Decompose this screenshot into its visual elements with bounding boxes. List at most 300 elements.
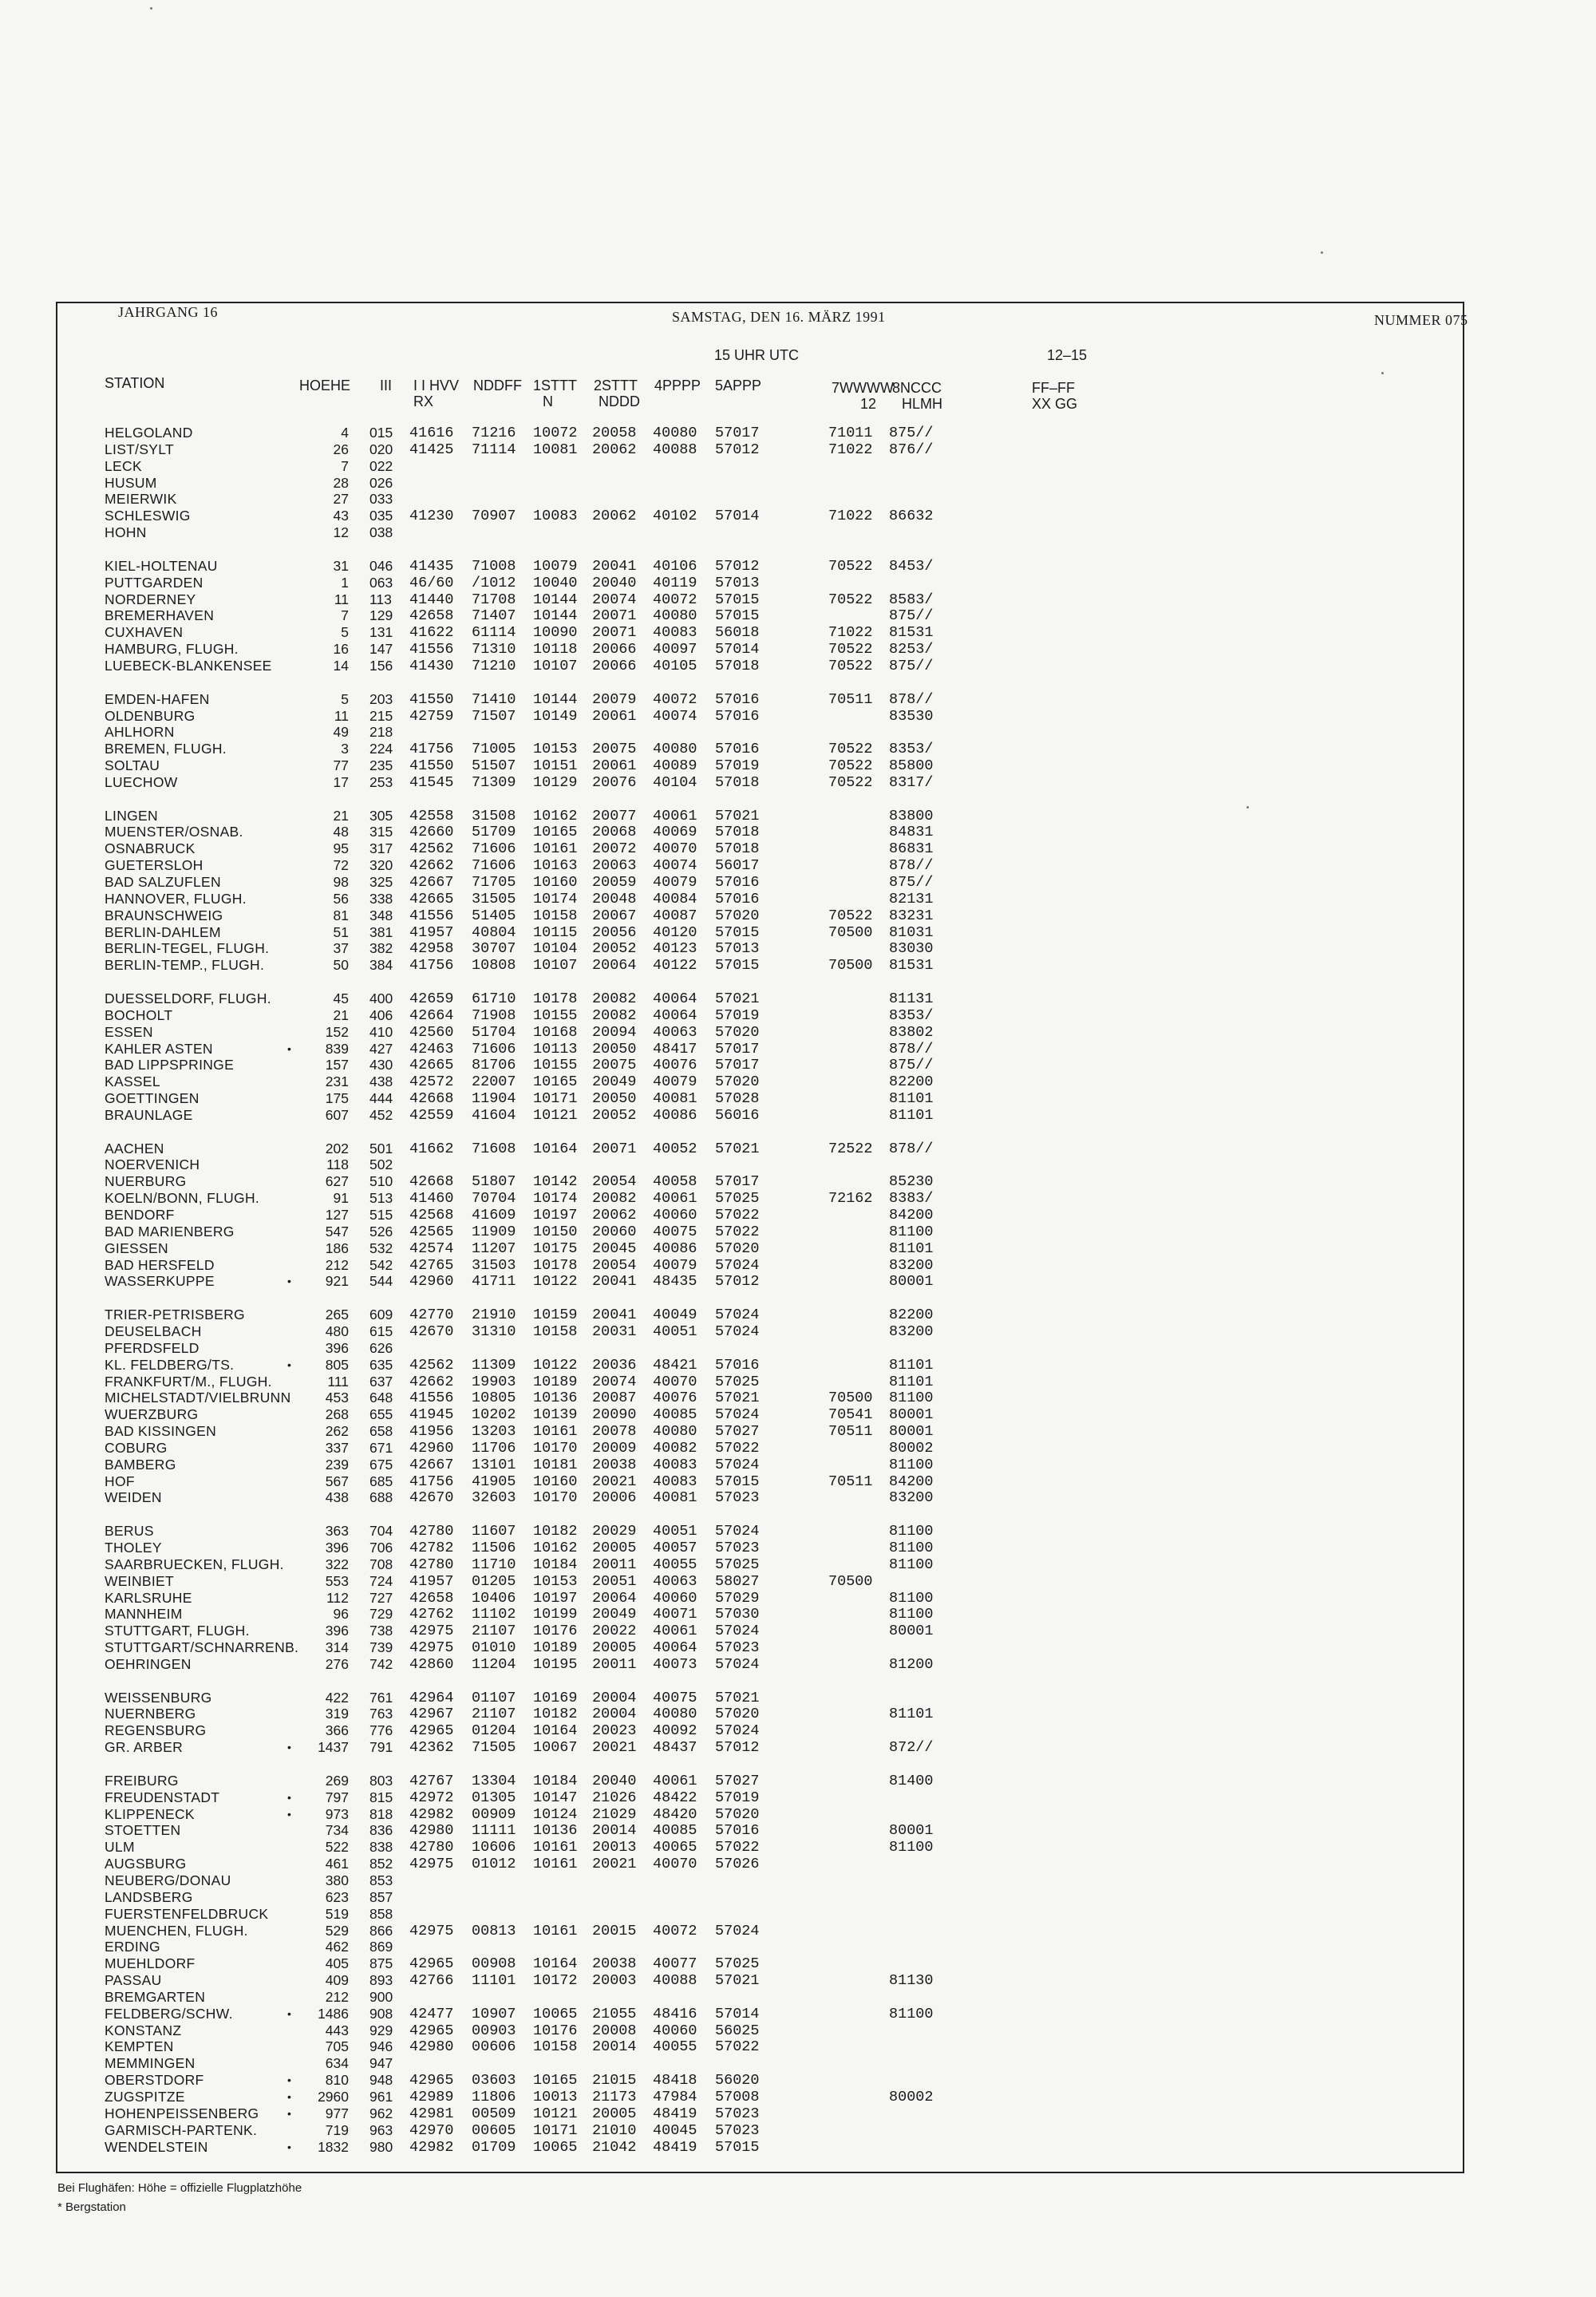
code-g8: 81100 [889, 1556, 934, 1573]
code-g2: 61710 [472, 990, 516, 1007]
code-g6: 56020 [715, 2072, 760, 2089]
station-name: NUERBURG [105, 1173, 187, 1190]
code-g3: 10107 [533, 957, 578, 975]
station-index: 818 [369, 1805, 393, 1822]
code-g5: 40061 [653, 1190, 697, 1208]
station-name: KAHLER ASTEN [105, 1040, 213, 1057]
station-row [0, 1224, 1596, 1240]
code-g1: 41556 [409, 907, 454, 924]
code-g3: 10155 [533, 1057, 578, 1074]
code-g3: 10178 [533, 1256, 578, 1274]
station-height: 462 [325, 1939, 349, 1955]
station-height: 49 [333, 724, 349, 741]
station-name: HOHENPEISSENBERG [105, 2105, 259, 2121]
station-index: 626 [369, 1339, 393, 1356]
code-g8: 878// [889, 690, 934, 708]
code-g2: 03603 [472, 2072, 516, 2089]
code-g7: 70522 [828, 591, 873, 608]
code-g5: 40070 [653, 1373, 697, 1390]
station-height: 276 [325, 1655, 349, 1672]
station-name: MICHELSTADT/VIELBRUNN [105, 1390, 291, 1406]
code-g1: 42958 [409, 940, 454, 958]
code-g8: 81200 [889, 1655, 934, 1673]
code-g8: 8253/ [889, 641, 934, 658]
station-row [0, 1906, 1596, 1923]
station-height: 50 [333, 957, 349, 974]
station-height: 31 [333, 557, 349, 574]
code-g6: 57021 [715, 1972, 760, 1990]
station-index: 235 [369, 757, 393, 773]
station-height: 112 [326, 1589, 349, 1606]
station-row [0, 2072, 1596, 2089]
code-g4: 20078 [592, 1423, 637, 1440]
code-g2: 10907 [472, 2005, 516, 2022]
code-g2: 21107 [472, 1623, 516, 1640]
code-g5: 40080 [653, 1423, 697, 1440]
station-name: HOF [105, 1473, 135, 1489]
station-name: COBURG [105, 1439, 168, 1456]
station-name: HUSUM [105, 474, 157, 491]
code-g3: 10197 [533, 1207, 578, 1224]
station-row [0, 1939, 1596, 1955]
station-height: 607 [325, 1106, 349, 1123]
code-g1: 42362 [409, 1739, 454, 1757]
station-index: 320 [369, 857, 393, 874]
station-name: BREMEN, FLUGH. [105, 741, 227, 757]
code-g7: 70522 [828, 557, 873, 575]
code-g1: 42766 [409, 1972, 454, 1990]
station-name: OSNABRUCK [105, 840, 196, 857]
code-g5: 40055 [653, 2038, 697, 2056]
code-g3: 10176 [533, 2022, 578, 2039]
code-g3: 10182 [533, 1706, 578, 1723]
code-g1: 42559 [409, 1106, 454, 1124]
code-g4: 20004 [592, 1706, 637, 1723]
station-index: 853 [369, 1872, 393, 1888]
station-index: 305 [369, 807, 393, 824]
station-height: 43 [333, 508, 349, 524]
code-g1: 41230 [409, 508, 454, 525]
station-row [0, 1207, 1596, 1224]
code-g2: 71410 [472, 690, 516, 708]
code-g2: 00909 [472, 1805, 516, 1823]
code-g4: 20041 [592, 1307, 637, 1324]
code-g2: 41609 [472, 1207, 516, 1224]
station-height: 231 [325, 1073, 349, 1090]
code-g6: 57021 [715, 807, 760, 824]
station-row [0, 1606, 1596, 1623]
code-g3: 10161 [533, 1839, 578, 1856]
code-g1: 42759 [409, 707, 454, 725]
station-height: 5 [341, 624, 349, 641]
group-spacer [0, 1124, 1596, 1141]
code-g3: 10172 [533, 1972, 578, 1990]
code-g4: 20050 [592, 1090, 637, 1107]
code-g8: 81101 [889, 1356, 934, 1374]
code-g5: 40072 [653, 690, 697, 708]
code-g6: 57017 [715, 1040, 760, 1058]
code-g2: 00813 [472, 1922, 516, 1939]
code-g2: 11904 [472, 1090, 516, 1107]
code-g4: 20008 [592, 2022, 637, 2039]
code-g1: 42667 [409, 874, 454, 891]
code-g6: 57015 [715, 957, 760, 975]
code-g5: 40070 [653, 1856, 697, 1873]
station-index: 648 [369, 1390, 393, 1406]
station-row [0, 891, 1596, 907]
code-g6: 57020 [715, 1706, 760, 1723]
code-g6: 56025 [715, 2022, 760, 2039]
station-index: 501 [369, 1140, 393, 1156]
code-g8: 80001 [889, 1423, 934, 1440]
code-g3: 10184 [533, 1556, 578, 1573]
code-g6: 57013 [715, 574, 760, 591]
code-g3: 10160 [533, 1473, 578, 1490]
station-index: 253 [369, 773, 393, 790]
code-g2: 01709 [472, 2138, 516, 2156]
col-iii: III [380, 378, 393, 393]
code-g4: 20013 [592, 1839, 637, 1856]
station-row [0, 1240, 1596, 1257]
code-g1: 41956 [409, 1423, 454, 1440]
code-g5: 40055 [653, 1556, 697, 1573]
station-index: 452 [369, 1106, 393, 1123]
station-row [0, 1839, 1596, 1856]
station-row [0, 1107, 1596, 1124]
code-g7: 70511 [828, 1473, 873, 1490]
code-g2: 81706 [472, 1057, 516, 1074]
code-g3: 10162 [533, 807, 578, 824]
station-index: 532 [369, 1239, 393, 1256]
code-g2: 71505 [472, 1739, 516, 1757]
mountain-station-marker-icon: • [287, 2006, 291, 2020]
code-g3: 10121 [533, 2105, 578, 2122]
code-g4: 20031 [592, 1322, 637, 1340]
station-index: 131 [369, 624, 393, 641]
code-g4: 20071 [592, 624, 637, 642]
code-g5: 40083 [653, 1456, 697, 1473]
code-g1: 42463 [409, 1040, 454, 1058]
station-index: 406 [369, 1006, 393, 1023]
code-g6: 57015 [715, 591, 760, 608]
mountain-station-marker-icon: • [287, 1807, 291, 1821]
group-spacer [0, 791, 1596, 808]
code-g6: 56018 [715, 624, 760, 642]
code-g4: 20041 [592, 1273, 637, 1291]
code-g5: 48416 [653, 2005, 697, 2022]
station-name: FREUDENSTADT [105, 1789, 220, 1805]
station-index: 869 [369, 1939, 393, 1955]
station-name: BAMBERG [105, 1456, 176, 1473]
station-row [0, 607, 1596, 624]
code-g2: 71309 [472, 773, 516, 791]
code-g2: 51507 [472, 757, 516, 774]
code-g4: 20038 [592, 1955, 637, 1973]
station-name: BRAUNSCHWEIG [105, 907, 223, 923]
station-name: BREMERHAVEN [105, 607, 215, 624]
station-index: 980 [369, 2138, 393, 2155]
code-g8: 83231 [889, 907, 934, 924]
code-g2: 71708 [472, 591, 516, 608]
station-row [0, 1041, 1596, 1058]
station-name: BAD HERSFELD [105, 1256, 215, 1273]
code-g2: 01010 [472, 1639, 516, 1657]
station-height: 95 [333, 840, 349, 857]
code-g2: 10606 [472, 1839, 516, 1856]
code-g5: 40080 [653, 1706, 697, 1723]
code-g1: 42965 [409, 2022, 454, 2039]
station-name: TRIER-PETRISBERG [105, 1307, 245, 1323]
code-g5: 40070 [653, 840, 697, 858]
code-g4: 20050 [592, 1040, 637, 1058]
code-g2: 01305 [472, 1789, 516, 1806]
station-name: KL. FELDBERG/TS. [105, 1356, 235, 1373]
station-index: 739 [369, 1639, 393, 1656]
code-g4: 20052 [592, 940, 637, 958]
code-g3: 10013 [533, 2089, 578, 2105]
code-g6: 57025 [715, 1556, 760, 1573]
station-row [0, 2089, 1596, 2105]
mountain-station-marker-icon: • [287, 2106, 291, 2120]
code-g2: 01204 [472, 1722, 516, 1740]
station-row [0, 458, 1596, 475]
code-g6: 57019 [715, 1789, 760, 1806]
code-g1: 42965 [409, 2072, 454, 2089]
station-row [0, 1923, 1596, 1939]
code-g6: 57017 [715, 1173, 760, 1191]
code-g2: 11207 [472, 1239, 516, 1257]
code-g4: 20087 [592, 1390, 637, 1407]
station-index: 035 [369, 508, 393, 524]
station-row [0, 1173, 1596, 1190]
station-name: KOELN/BONN, FLUGH. [105, 1190, 260, 1207]
code-g1: 42975 [409, 1639, 454, 1657]
station-index: 215 [369, 707, 393, 724]
code-g3: 10189 [533, 1373, 578, 1390]
station-height: 705 [325, 2038, 349, 2055]
station-index: 858 [369, 1905, 393, 1922]
code-g5: 48418 [653, 2072, 697, 2089]
group-spacer [0, 1756, 1596, 1773]
code-g3: 10176 [533, 1623, 578, 1640]
code-g1: 42660 [409, 824, 454, 841]
station-row [0, 1374, 1596, 1390]
station-index: 218 [369, 724, 393, 741]
station-name: MUENSTER/OSNAB. [105, 824, 243, 840]
station-row [0, 1889, 1596, 1906]
station-name: KIEL-HOLTENAU [105, 557, 218, 574]
station-height: 337 [325, 1439, 349, 1456]
station-height: 363 [325, 1523, 349, 1540]
code-g6: 56016 [715, 1106, 760, 1124]
code-g6: 57016 [715, 741, 760, 758]
code-g8: 8453/ [889, 557, 934, 575]
code-g6: 57016 [715, 890, 760, 907]
code-g8: 86632 [889, 508, 934, 525]
code-g6: 57029 [715, 1589, 760, 1607]
station-index: 544 [369, 1273, 393, 1290]
station-index: 875 [369, 1955, 393, 1972]
station-index: 526 [369, 1223, 393, 1239]
code-g7: 70500 [828, 1390, 873, 1407]
col-1sttt: 1STTT [533, 378, 578, 393]
station-index: 708 [369, 1556, 393, 1572]
code-g3: 10107 [533, 657, 578, 674]
station-name: MUEHLDORF [105, 1955, 196, 1972]
code-g5: 40086 [653, 1106, 697, 1124]
station-index: 724 [369, 1572, 393, 1589]
station-row [0, 591, 1596, 608]
code-g1: 41756 [409, 1473, 454, 1490]
code-g5: 40080 [653, 741, 697, 758]
code-g4: 20041 [592, 557, 637, 575]
code-g7: 70541 [828, 1406, 873, 1424]
code-g3: 10189 [533, 1639, 578, 1657]
code-g4: 20045 [592, 1239, 637, 1257]
code-g3: 10164 [533, 1955, 578, 1973]
code-g7: 70522 [828, 641, 873, 658]
code-g5: 40072 [653, 591, 697, 608]
station-height: 7 [341, 457, 349, 474]
code-g2: 00606 [472, 2038, 516, 2056]
code-g3: 10175 [533, 1239, 578, 1257]
station-row [0, 2022, 1596, 2039]
station-name: LECK [105, 457, 142, 474]
code-g5: 40061 [653, 1772, 697, 1789]
station-name: AACHEN [105, 1140, 164, 1156]
code-g5: 40088 [653, 1972, 697, 1990]
code-g5: 40072 [653, 1922, 697, 1939]
code-g8: 81130 [889, 1972, 934, 1990]
station-name: BENDORF [105, 1207, 175, 1223]
station-index: 033 [369, 491, 393, 508]
code-g6: 57016 [715, 874, 760, 891]
code-g2: 11111 [472, 1822, 516, 1840]
footnote-mountain: * Bergstation [57, 2200, 126, 2214]
issue-number: NUMMER 075 [1374, 312, 1468, 328]
station-row [0, 524, 1596, 541]
code-g6: 58027 [715, 1572, 760, 1590]
code-g4: 20075 [592, 1057, 637, 1074]
code-g6: 57023 [715, 1639, 760, 1657]
code-g2: 22007 [472, 1073, 516, 1091]
code-g5: 40088 [653, 441, 697, 458]
code-g6: 57020 [715, 1239, 760, 1257]
code-g4: 21042 [592, 2138, 637, 2156]
station-index: 948 [369, 2072, 393, 2089]
station-row [0, 425, 1596, 441]
station-height: 634 [325, 2055, 349, 2072]
code-g4: 20059 [592, 874, 637, 891]
code-g4: 20048 [592, 890, 637, 907]
station-name: FELDBERG/SCHW. [105, 2005, 233, 2022]
code-g5: 40060 [653, 1207, 697, 1224]
code-g6: 57024 [715, 1307, 760, 1324]
code-g5: 48435 [653, 1273, 697, 1291]
station-height: 719 [325, 2121, 349, 2138]
code-g5: 40063 [653, 1572, 697, 1590]
code-g6: 57021 [715, 1689, 760, 1706]
code-g6: 57021 [715, 990, 760, 1007]
station-height: 28 [333, 474, 349, 491]
code-g1: 41957 [409, 923, 454, 941]
station-index: 502 [369, 1156, 393, 1173]
code-g1: 42765 [409, 1256, 454, 1274]
code-g5: 48437 [653, 1739, 697, 1757]
code-g8: 86831 [889, 840, 934, 858]
station-index: 430 [369, 1057, 393, 1073]
code-g8: 80002 [889, 1439, 934, 1457]
code-g5: 40105 [653, 657, 697, 674]
station-height: 91 [333, 1190, 349, 1207]
station-index: 020 [369, 441, 393, 457]
station-name: MEIERWIK [105, 491, 177, 508]
station-height: 212 [325, 1988, 349, 2005]
station-name: OLDENBURG [105, 707, 196, 724]
station-row [0, 508, 1596, 524]
code-g1: 41435 [409, 557, 454, 575]
code-g6: 57027 [715, 1772, 760, 1789]
station-height: 1486 [318, 2005, 349, 2022]
code-g8: 878// [889, 857, 934, 875]
station-index: 224 [369, 741, 393, 757]
station-height: 56 [333, 890, 349, 907]
code-g5: 40076 [653, 1390, 697, 1407]
code-g4: 21055 [592, 2005, 637, 2022]
code-g3: 10162 [533, 1540, 578, 1556]
code-g1: 42665 [409, 1057, 454, 1074]
station-height: 268 [325, 1406, 349, 1423]
code-g8: 8353/ [889, 1006, 934, 1024]
station-height: 627 [325, 1173, 349, 1190]
code-g3: 10040 [533, 574, 578, 591]
station-row [0, 1590, 1596, 1607]
code-g8: 81100 [889, 1523, 934, 1540]
code-g3: 10113 [533, 1040, 578, 1058]
code-g5: 40060 [653, 1589, 697, 1607]
code-g2: 10808 [472, 957, 516, 975]
station-index: 315 [369, 824, 393, 840]
station-row [0, 2105, 1596, 2122]
code-g3: 10122 [533, 1273, 578, 1291]
code-g3: 10072 [533, 425, 578, 441]
mountain-station-marker-icon: • [287, 1275, 291, 1288]
code-g5: 40069 [653, 824, 697, 841]
station-row [0, 1141, 1596, 1157]
station-name: DUESSELDORF, FLUGH. [105, 990, 271, 1006]
code-g6: 57022 [715, 2038, 760, 2056]
code-g8: 83800 [889, 807, 934, 824]
station-height: 322 [325, 1556, 349, 1572]
station-index: 706 [369, 1540, 393, 1556]
station-name: KLIPPENECK [105, 1805, 195, 1822]
station-index: 637 [369, 1373, 393, 1390]
code-g3: 10090 [533, 624, 578, 642]
station-index: 338 [369, 890, 393, 907]
code-g7: 70522 [828, 657, 873, 674]
code-g5: 40123 [653, 940, 697, 958]
station-row [0, 774, 1596, 791]
code-g1: 42565 [409, 1223, 454, 1240]
code-g1: 42658 [409, 607, 454, 625]
code-g6: 57024 [715, 1722, 760, 1740]
code-g2: 71606 [472, 840, 516, 858]
station-row [0, 1489, 1596, 1506]
station-name: STUTTGART/SCHNARRENB. [105, 1639, 299, 1656]
code-g6: 57018 [715, 840, 760, 858]
code-g7: 71022 [828, 508, 873, 525]
station-name: WEINBIET [105, 1572, 174, 1589]
